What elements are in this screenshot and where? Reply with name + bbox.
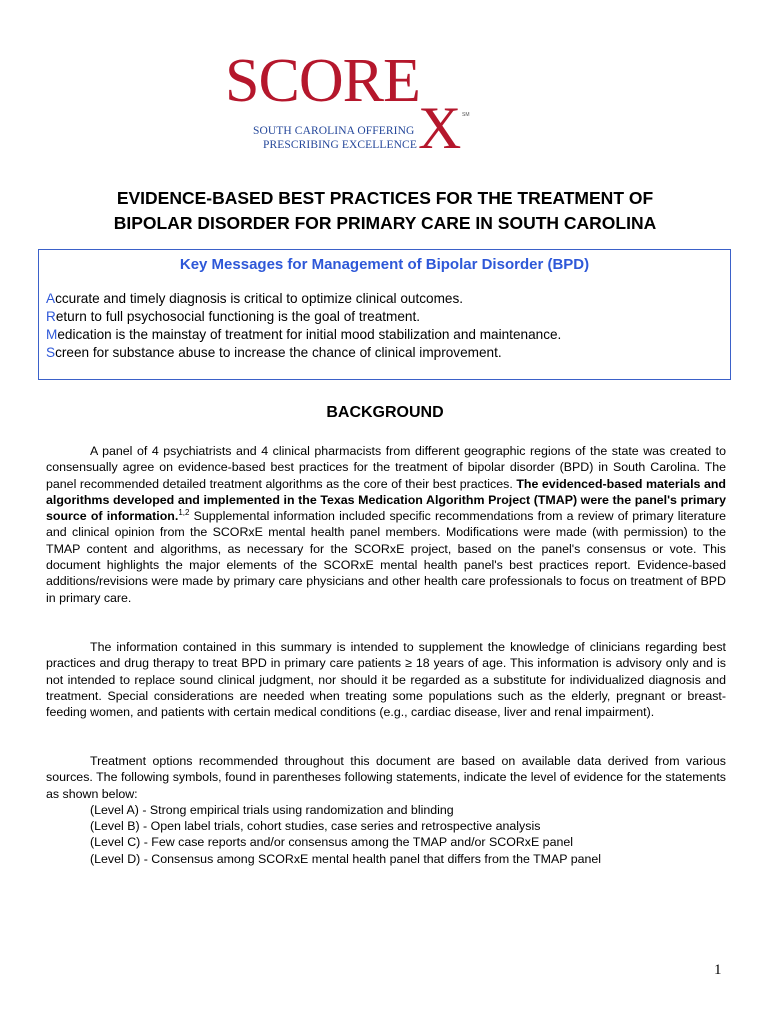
- logo-wordmark: SCORE: [225, 47, 420, 115]
- evidence-level-item: (Level A) - Strong empirical trials using randomization and blinding: [90, 802, 454, 817]
- key-message-initial: S: [46, 345, 56, 360]
- paragraph-text: Supplemental information included specific recommendations from a review of primary literature and clinical opinion from the SCORxE mental health panel members. Modifications were made (with permission) to the TMAP content and algorithms, as necessary for the SCORxE project, based on the panel's consensus or vote. This document highlights the major elements of the SCORxE mental health panel's best practices report. Evidence-based additions/revisions were made by primary care physicians and other health care professionals to focus on treatment of BPD in primary care.: [46, 509, 726, 605]
- logo-tagline-line-2: PRESCRIBING EXCELLENCE: [263, 139, 417, 151]
- paragraph-text: The information contained in this summary is intended to supplement the knowledge of clinicians regarding best practices and drug therapy to treat BPD in primary care patients ≥ 18 years of age. This information is advisory only and is not intended to replace sound clinical judgment, nor should it be regarded as a substitute for individualized diagnosis and treatment. Special considerations are needed when treating some populations such as the elderly, pregnant or breast-feeding women, and patients with certain medical conditions (e.g., cardiac disease, liver and renal impairment).: [46, 640, 726, 720]
- key-message-item: [46, 344, 561, 362]
- key-message-item: [46, 308, 561, 326]
- paragraph-text: A panel of 4 psychiatrists and 4 clinical pharmacists from different geographic regions of the state was created to consensually agree on evidence-based best practices for the treatment of bipolar disorder (BPD) in South Carolina. The panel recommended detailed treatment algorithms as the core of their best practices.: [46, 444, 726, 491]
- key-message-initial: A: [46, 291, 56, 306]
- title-line-1: EVIDENCE-BASED BEST PRACTICES FOR THE TREATMENT OF: [116, 188, 654, 208]
- key-message-text: creen for substance abuse to increase the chance of clinical improvement.: [55, 345, 502, 360]
- document-title: [30, 186, 740, 236]
- key-message-initial: M: [46, 327, 58, 342]
- key-messages-list: [46, 290, 561, 362]
- evidence-level-item: (Level B) - Open label trials, cohort studies, case series and retrospective analysis: [90, 819, 541, 834]
- key-message-item: [46, 290, 561, 308]
- evidence-level-item: (Level D) - Consensus among SCORxE mental health panel that differs from the TMAP panel: [90, 851, 602, 866]
- title-line-2: BIPOLAR DISORDER FOR PRIMARY CARE IN SOUTH CAROLINA: [113, 213, 657, 233]
- citation-superscript: 1,2: [178, 508, 190, 518]
- paragraph-text: Treatment options recommended throughout this document are based on available data derived from various sources. The following symbols, found in parentheses following statements, indicate the level of evidence for the statements as shown below:: [46, 754, 726, 801]
- key-message-item: [46, 326, 561, 344]
- key-message-initial: R: [46, 309, 56, 324]
- background-paragraph-1: [46, 443, 726, 606]
- logo-x-letter: X: [418, 95, 462, 161]
- paragraph-bold-text: The evidenced-based materials and algorithms developed and implemented in the Texas Medication Algorithm Project (TMAP) were the panel's primary source of information.: [46, 476, 726, 524]
- background-paragraph-2: [46, 639, 726, 720]
- key-messages-heading: Key Messages for Management of Bipolar Disorder (BPD): [179, 256, 590, 273]
- key-message-text: edication is the mainstay of treatment for initial mood stabilization and maintenance.: [57, 327, 562, 342]
- background-heading: BACKGROUND: [326, 404, 444, 421]
- score-logo: [225, 47, 475, 161]
- logo-tagline-line-1: SOUTH CAROLINA OFFERING: [253, 125, 415, 137]
- logo-service-mark: SM: [462, 112, 470, 118]
- page-number: 1: [714, 962, 722, 978]
- key-message-text: eturn to full psychosocial functioning is the goal of treatment.: [55, 309, 421, 324]
- evidence-levels-list: [46, 802, 726, 867]
- evidence-level-item: (Level C) - Few case reports and/or consensus among the TMAP and/or SCORxE panel: [90, 835, 574, 850]
- key-messages-box: [38, 249, 731, 380]
- background-paragraph-3: [46, 753, 726, 867]
- key-message-text: ccurate and timely diagnosis is critical to optimize clinical outcomes.: [55, 291, 464, 306]
